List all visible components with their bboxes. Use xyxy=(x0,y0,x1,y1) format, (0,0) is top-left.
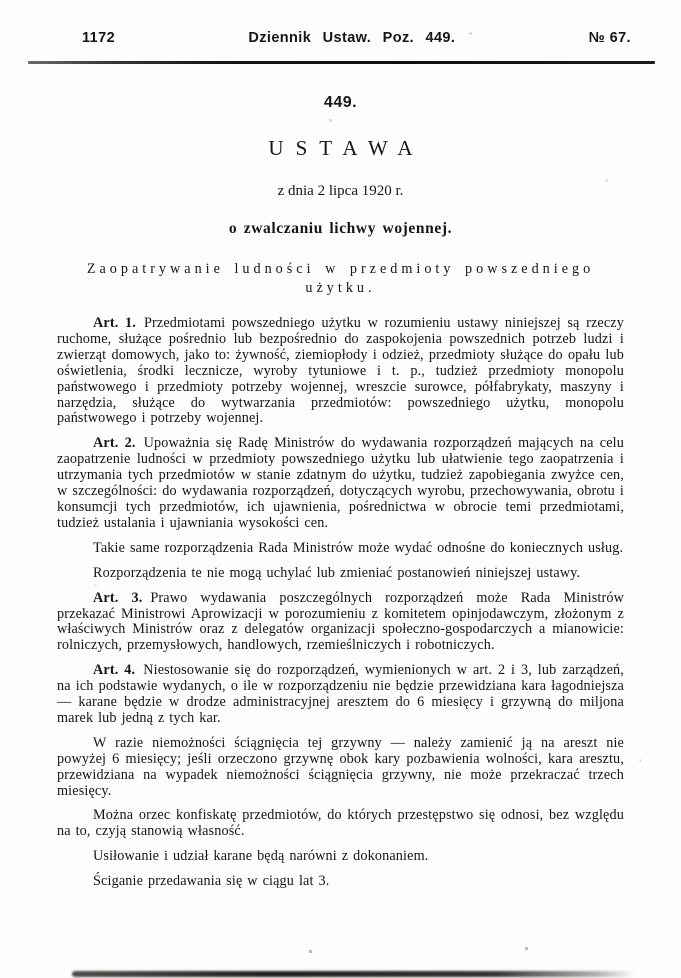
paragraph xyxy=(57,808,624,840)
article-label: Art. 4. xyxy=(93,662,136,679)
paragraph-art-4 xyxy=(57,663,624,727)
running-head xyxy=(82,30,631,46)
paragraph-text: Rozporządzenia te nie mogą uchylać lub zmieniać postanowień niniejszej ustawy. xyxy=(93,564,581,581)
issue-number: № 67. xyxy=(588,30,631,46)
paragraph-text: Usiłowanie i udział karane będą narówni z dokonaniem. xyxy=(93,848,429,865)
act-date-line: z dnia 2 lipca 1920 r. xyxy=(277,183,404,199)
header-rule xyxy=(28,61,655,64)
paragraph-text: Ściganie przedawania się w ciągu lat 3. xyxy=(93,873,330,890)
section-heading: Zaopatrywanie ludności w przedmioty powszedniego użytku. xyxy=(86,261,595,296)
scan-speckle-artifacts xyxy=(0,0,1,1)
paragraph-text: Prawo wydawania poszczególnych rozporządzeń może Rada Ministrów przekazać Ministrowi Aprowizacji w porozumieniu z komitetem opinjodawczym, złożonym z właściwych Ministrów oraz z delegatów organizacji społeczno-gospodarczych a mianowicie: rolniczych, przemysłowych, handlowych, rzemieślniczych i robotniczych. xyxy=(57,589,624,654)
scan-shadow-artifact xyxy=(72,971,635,977)
paragraph-art-2 xyxy=(57,436,624,531)
act-number: 449. xyxy=(323,94,358,111)
paragraph xyxy=(57,541,624,557)
paragraph-text: Takie same rozporządzenia Rada Ministrów może wydać odnośne do koniecznych usług. xyxy=(93,539,624,556)
paragraph-text: W razie niemożności ściągnięcia tej grzywny — należy zamienić ją na areszt nie powyżej 6 miesięcy; jeśli orzeczono grzywnę obok kary pozbawienia wolności, kara aresztu, przewidziana na wypadek niemożności ściągnięcia grzywny, nie może przekraczać trzech miesięcy. xyxy=(57,734,624,799)
article-label: Art. 3. xyxy=(93,589,143,606)
paragraph-text: Można orzec konfiskatę przedmiotów, do których przestępstwo się odnosi, bez względu na to, czyją stanowią własność. xyxy=(57,807,624,840)
paragraph-text: Przedmiotami powszedniego użytku w rozumieniu ustawy niniejszej są rzeczy ruchome, służące pośrednio lub bezpośrednio do zaspokojenia powszednich potrzeb ludzi i zwierząt domowych, jako to: żywność, ziemiopłody i odzież, przedmioty służące do opału lub oświetlenia, środki lecznicze, wyroby tytuniowe i t. p., tudzież przedmioty monopolu państwowego i przedmioty potrzeby wojennej, wreszcie surowce, półfabrykaty, maszyny i narzędzia, służące do wytwarzania przedmiotów: powszedniego użytku, monopolu państwowego i potrzeby wojennej. xyxy=(57,315,624,427)
paragraph xyxy=(57,736,624,800)
act-title: o zwalczaniu lichwy wojennej. xyxy=(228,220,453,237)
article-label: Art. 1. xyxy=(93,315,136,331)
journal-title: Dziennik Ustaw. Poz. 449. xyxy=(248,30,456,46)
paragraph-text: Upoważnia się Radę Ministrów do wydawania rozporządzeń mających na celu zaopatrzenie ludności w przedmioty powszedniego użytku lub ułatwienie tego zaopatrzenia i utrzymania tych przedmiotów w stanie zdatnym do użytku, tudzież zapobiegania zwyżce cen, w szczególności: do wydawania rozporządzeń, dotyczących wyrobu, przechowywania, obrotu i konsumcji tych przedmiotów, ich ujawnienia, pośrednictwa w obrocie temi przedmiotami, tudzież ustalania i ujawniania wysokości cen. xyxy=(57,435,624,531)
act-body xyxy=(57,94,624,899)
paragraph-text: Niestosowanie się do rozporządzeń, wymienionych w art. 2 i 3, lub zarządzeń, na ich podstawie wydanych, o ile w rozporządzeniu nie będzie przewidziana kara łagodniejsza — karane będzie w drodze administracyjnej aresztem do 6 miesięcy i grzywną do miljona marek lub jedną z tych kar. xyxy=(57,662,624,726)
paragraph-art-3 xyxy=(57,591,624,655)
article-label: Art. 2. xyxy=(93,435,136,452)
paragraph xyxy=(57,566,624,582)
act-type-heading: USTAWA xyxy=(268,136,425,160)
paragraph xyxy=(57,849,624,865)
paragraph xyxy=(57,874,624,890)
paragraph-art-1 xyxy=(57,316,624,427)
page-number: 1172 xyxy=(82,30,116,46)
